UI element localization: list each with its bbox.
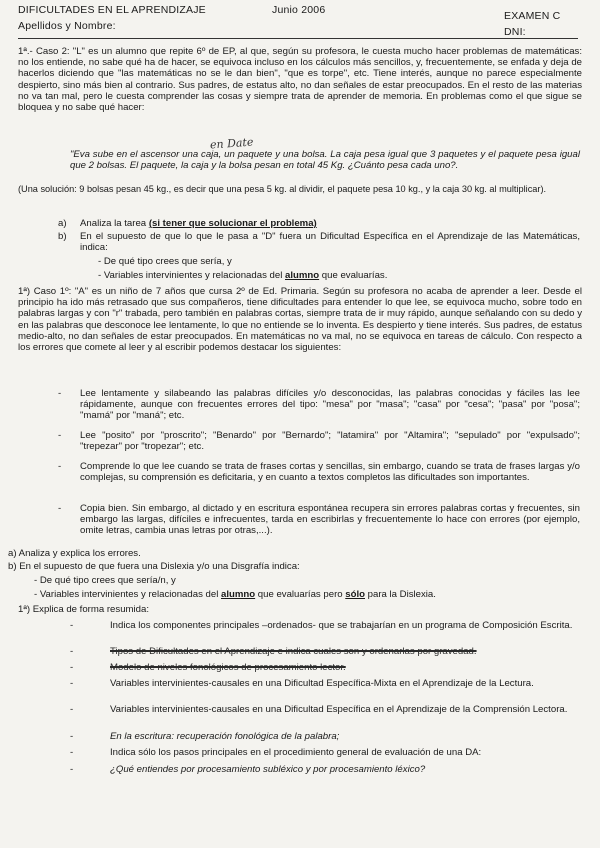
case1-b2-post: para la Dislexia. — [365, 589, 436, 600]
case2-solution: (Una solución: 9 bolsas pesan 45 kg., es decir que una pesa 5 kg. al dividir, el paquete pesa 10 kg., y la caja 30 kg. al multiplicar). — [18, 184, 547, 194]
case1-intro: 1ª) Caso 1º: "A" es un niño de 7 años que cursa 2º de Ed. Primaria. Según su profesora no acaba de aprender a leer. Desde el principio ha ido más retrasado que sus compañeros, tiene dificultades para entender lo que lee, se equivoca mucho, sobre todo en palabras largas y con "r" trabada, pero también en palabras cortas, siempre trata de ir muy rápido, aunque señalando con su dedo y en las palabras que desconoce lee lentamente, lo que no entiende se lo inventa. Es despierto y tiene interés. Sus padres, de estatus medio-alto, no dan señales de estar preocupados. En matemáticas no va mal, no se equivoca en tareas de cálculo. Con respecto a los errores que comete al leer y al escribir podemos destacar los siguientes: — [18, 286, 582, 354]
case1-b1: - De qué tipo crees que sería/n, y — [34, 575, 176, 586]
case2-a-note: (si tener que solucionar el problema) — [148, 218, 317, 229]
case2-a-text: Analiza la tarea — [80, 218, 147, 229]
case2-b2-underlined: alumno — [285, 270, 320, 281]
case1-bullet: Lee "posito" por "proscrito"; "Benardo" por "Bernardo"; "latamira" por "Altamira"; "sepulado" por "expulsado"; "trepezar" por "tropezar"; etc. — [80, 430, 580, 453]
summary-item: Variables intervinientes-causales en una Dificultad Específica en el Aprendizaje de la Comprensión Lectora. — [110, 704, 568, 715]
exam-date: Junio 2006 — [272, 4, 326, 16]
case2-b-text: En el supuesto de que lo que le pasa a "D" fuera un Dificultad Específica en el Aprendizaje de las Matemáticas, indica: — [80, 231, 580, 254]
summary-dash: - — [70, 731, 74, 742]
summary-item: Indica sólo los pasos principales en el procedimiento general de evaluación de una DA: — [110, 747, 482, 758]
exam-code: EXAMEN C — [504, 10, 561, 22]
summary-dash: - — [70, 662, 74, 673]
case1-b: b) En el supuesto de que fuera una Dislexia y/o una Disgrafía indica: — [8, 561, 300, 572]
summary-dash: - — [70, 747, 74, 758]
case2-b2-post: que evaluarías. — [319, 270, 388, 281]
course-title: DIFICULTADES EN EL APRENDIZAJE — [18, 4, 206, 16]
case1-b2-underlined-1: alumno — [221, 589, 256, 600]
header-rule — [18, 38, 578, 39]
summary-dash: - — [70, 704, 74, 715]
case2-b-label: b) — [58, 231, 67, 242]
case2-a-label: a) — [58, 218, 67, 229]
case2-b1: - De qué tipo crees que sería, y — [98, 256, 232, 267]
summary-dash: - — [70, 646, 74, 657]
summary-item-struck: Tipos de Dificultades en el Aprendizaje e indica cuales son y ordenarlas por gravedad. — [110, 646, 477, 657]
case2-problem: "Eva sube en el ascensor una caja, un paquete y una bolsa. La caja pesa igual que 3 paquetes y el paquete pesa igual que 2 bolsas. El paquete, la caja y la bolsa pesan en total 45 Kg. ¿Cuánto pesa cada uno?. — [70, 149, 580, 172]
case1-b2-pre: - Variables intervinientes y relacionadas del — [34, 589, 221, 600]
summary-title: 1ª) Explica de forma resumida: — [18, 604, 149, 615]
summary-item: ¿Qué entiendes por procesamiento subléxico y por procesamiento léxico? — [110, 764, 426, 775]
summary-dash: - — [70, 764, 74, 775]
summary-item: En la escritura: recuperación fonológica de la palabra; — [110, 731, 340, 742]
summary-item: Indica los componentes principales –ordenados- que se trabajarían en un programa de Composición Escrita. — [110, 620, 573, 631]
case1-bullet-dash: - — [58, 461, 62, 472]
case1-b2 — [34, 589, 580, 600]
summary-item: Variables intervinientes-causales en una Dificultad Específica-Mixta en el Aprendizaje de la Lectura. — [110, 678, 534, 689]
case2-b2 — [98, 270, 578, 281]
case1-bullet-dash: - — [58, 388, 62, 399]
summary-dash: - — [70, 620, 74, 631]
dni-label: DNI: — [504, 26, 526, 38]
case1-bullet: Comprende lo que lee cuando se trata de frases cortas y sencillas, sin embargo, cuando se trata de frases largas y/o complejas, su comprensión es deficitaria, y en cuanto a textos completos las dificultades son importantes. — [80, 461, 580, 484]
case2-intro: 1ª.- Caso 2: "L" es un alumno que repite 6º de EP, al que, según su profesora, le cuesta mucho hacer problemas de matemáticas: no los entiende, no sabe qué ha de hacer, se equivoca incluso en los cálculos más sencillos, y, frecuentemente, se enfada y deja de hacerlos diciendo que "las matemáticas no se le dan bien", "que es torpe", etc. Tiene interés, aunque no parece especialmente despierto, sino más bien al contrario. Sus padres, de estatus alto, no dan señales de estar preocupados. En el resto de las materias no va tan mal, pero le cuesta comprender las cosas y siempre trata de aprender de memoria. En problemas como el que sigue se bloquea y no sabe qué hacer: — [18, 46, 582, 114]
case1-b2-mid: que evaluarías pero — [255, 589, 346, 600]
summary-dash: - — [70, 678, 74, 689]
handwritten-note: en Date — [209, 135, 254, 152]
case1-a: a) Analiza y explica los errores. — [8, 548, 141, 559]
summary-item-struck: Modelo de niveles fonológicos de procesamiento lector. — [110, 662, 346, 673]
case2-a-item — [80, 218, 580, 229]
case1-b2-underlined-2: sólo — [345, 589, 365, 600]
case1-bullet: Lee lentamente y silabeando las palabras difíciles y/o desconocidas, las palabras conocidas y fáciles las lee rápidamente, aunque con frecuentes errores del tipo: "mesa" por "masa"; "casa" por "cesa"; "pasa" por "posa"; "mamá" por "maná"; etc. — [80, 388, 580, 422]
case1-bullet-dash: - — [58, 430, 62, 441]
name-label: Apellidos y Nombre: — [18, 20, 116, 32]
case2-b2-pre: - Variables intervinientes y relacionadas del — [98, 270, 285, 281]
case1-bullet-dash: - — [58, 503, 62, 514]
case1-bullet: Copia bien. Sin embargo, al dictado y en escritura espontánea recupera sin errores palabras cortas y frecuentes, sin embargo las largas, difíciles e infrecuentes, tarda en escribirlas y frecuentemente lo hace con errores (por ejemplo, omite letras, cambia unas letras por otras,...). — [80, 503, 580, 537]
